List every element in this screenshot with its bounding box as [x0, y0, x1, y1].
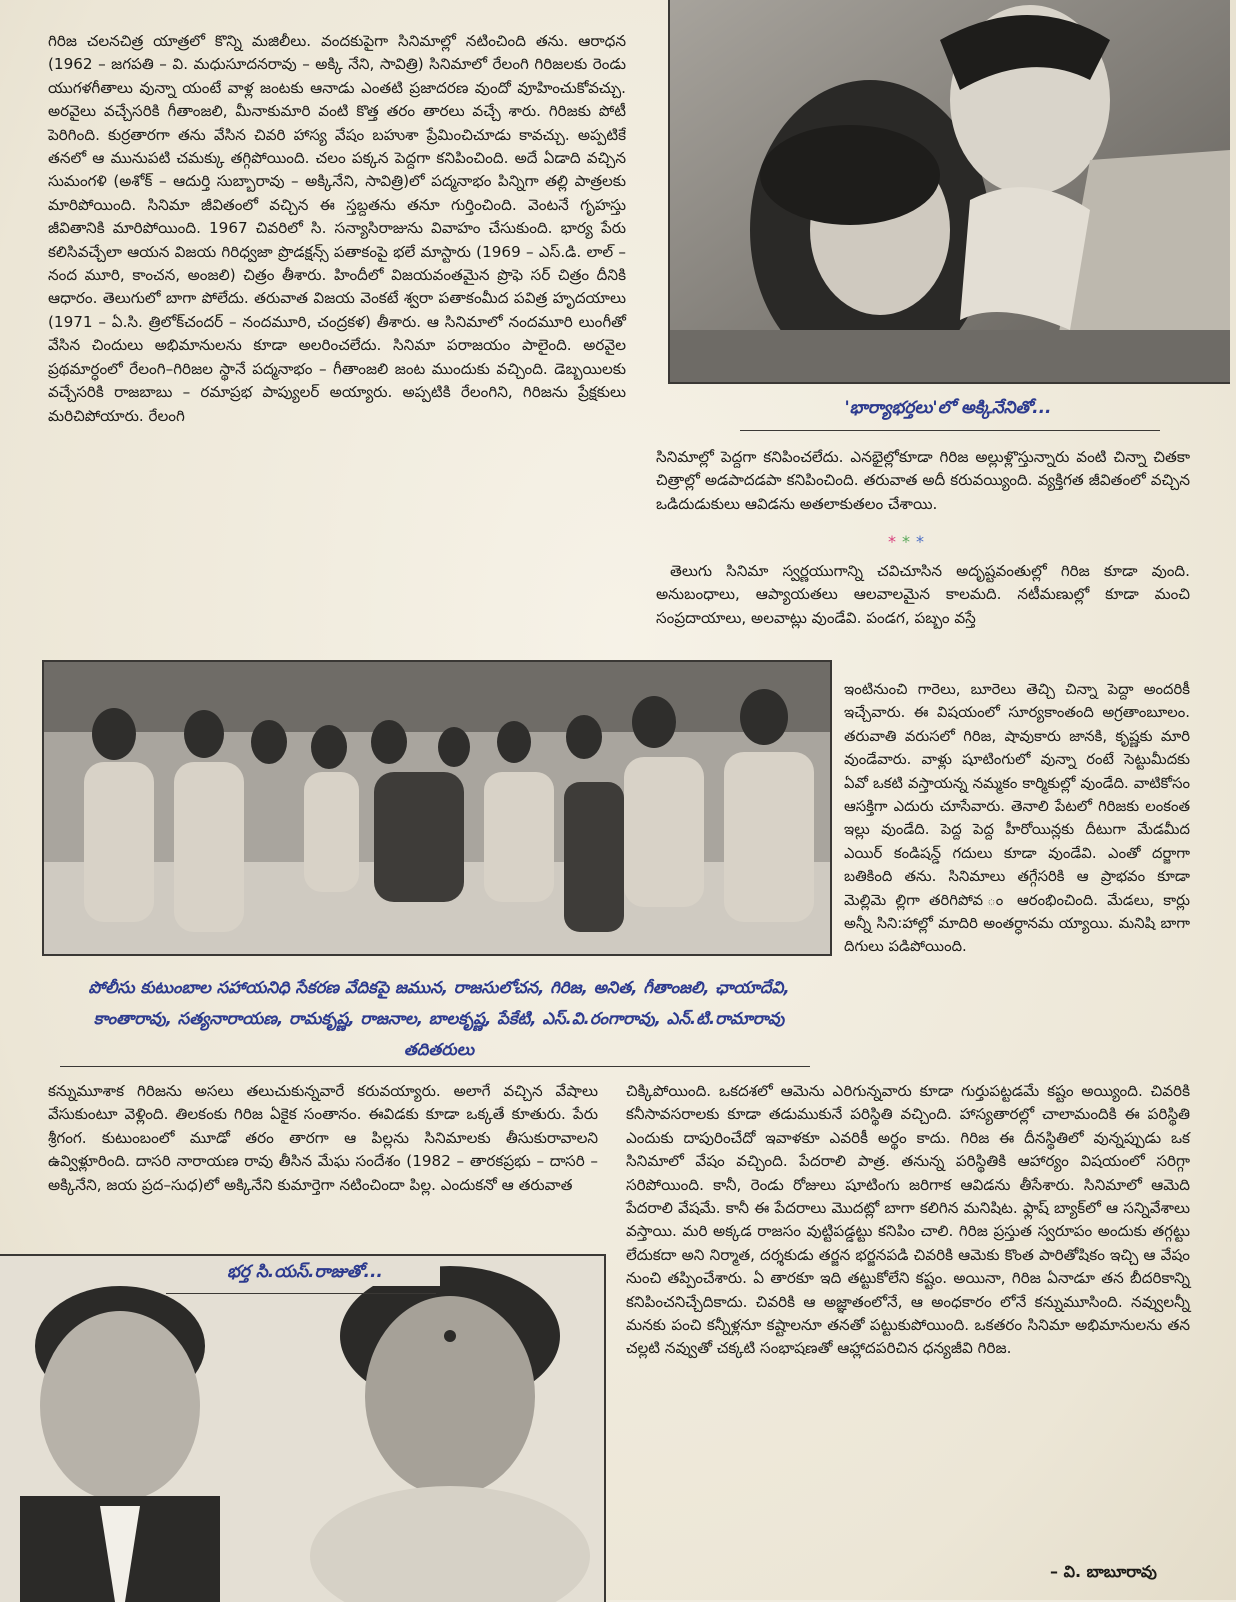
article-paragraph-1: గిరిజ చలనచిత్ర యాత్రలో కొన్ని మజిలీలు. వందకుపైగా సినిమాల్లో నటించింది తను. ఆరాధన (1962 – జగపతి – వి. మధుసూదనరావు – అక్కి నేని, సావిత్రి) సినిమాలో రేలంగి గిరిజలకు రెండు యుగళగీతాలు వున్నా యంటే వాళ్ల జంటకు ఆనాడు ఎంతటి ప్రజాదరణ వుందో వూహించుకోవచ్చు. అరవైలు వచ్చేసరికి గీతాంజలి, మీనాకుమారి వంటి కొత్త తరం తారలు వచ్చే శారు. గిరిజకు పోటీ పెరిగింది. కుర్రతారగా తను వేసిన చివరి హాస్య వేషం బహుశా ప్రేమించిచూడు కావచ్చు. అప్పటికే తనలో ఆ మునుపటి చమక్కు తగ్గిపోయింది. చలం పక్కన పెద్దగా కనిపించింది. అదే ఏడాది వచ్చిన సుమంగళి (అశోక్ – ఆదుర్తి సుబ్బారావు – అక్కినేని, సావిత్రి)లో పద్మనాభం పిన్నిగా తల్లి పాత్రలకు మారిపోయింది. సినిమా జీవితంలో వచ్చిన ఈ స్తబ్దతను తనూ గుర్తించింది. వెంటనే గృహస్తు జీవితానికి మారిపోయింది. 1967 చివరిలో సి. సన్యాసిరాజును వివాహం చేసుకుంది. భార్య పేరు కలిసివచ్చేలా ఆయన విజయ గిరిధ్వజా ప్రొడక్షన్స్ పతాకంపై భలే మాస్టారు (1969 – ఎస్.డి. లాల్ – నంద మూరి, కాంచన, అంజలి) చిత్రం తీశారు. హిందీలో విజయవంతమైన ప్రొఫె సర్ చిత్రం దీనికి ఆధారం. తెలుగులో బాగా పోలేదు. తరువాత విజయ వెంకటే శ్వరా పతాకంమీద పవిత్ర హృదయాలు (1971 – ఏ.సి. త్రిలోక్‌చందర్ – నందమూరి, చంద్రకళ) తీశారు. ఆ సినిమాలో నందమూరి లుంగీతో వేసిన చిందులు అభిమానులను కూడా అలరించలేదు. సినిమా పరాజయం పాలైంది. అరవైల ప్రథమార్ధంలో రేలంగి–గిరిజల స్థానే పద్మనాభం – గీతాంజలి జంట ముందుకు వచ్చింది. డెబ్బయిలకు వచ్చేసరికి రాజబాబు – రమాప్రభ పాప్యులర్ అయ్యారు. అప్పటికి రేలంగిని, గిరిజను ప్రేక్షకులు మరిచిపోయారు. రేలంగి — [48, 32, 626, 425]
film-still-photo — [668, 0, 1230, 384]
film-still-image — [670, 0, 1230, 382]
photo2-caption: పోలీసు కుటుంబాల సహాయనిధి సేకరణ వేదికపై జమున, రాజసులోచన, గిరిజ, అనిత, గీతాంజలి, ఛాయాదేవి, కాంతారావు, సత్యనారాయణ, రామకృష్ణ, రాజనాల, బాలకృష్ణ, పేకేటి, ఎస్.వి.రంగారావు, ఎన్.టి.రామారావు తదితరులు — [88, 978, 790, 1059]
couple-photo — [0, 1254, 606, 1602]
article-paragraph-4: ఇంటినుంచి గారెలు, బూరెలు తెచ్చి చిన్నా పెద్దా అందరికీ ఇచ్చేవారు. ఈ విషయంలో సూర్యకాంతంది అగ్రతాంబూలం. తరువాతి వరుసలో గిరిజ, షావుకారు జానకి, కృష్ణకు మారి వుండేవారు. వాళ్లు షూటింగులో వున్నా రంటే సెట్టుమీదకు ఏవో ఒకటి వస్తాయన్న నమ్మకం కార్మికుల్లో వుండేది. వాటికోసం ఆసక్తిగా ఎదురు చూసేవారు. తెనాలి పేటలో గిరిజకు లంకంత ఇల్లు వుండేది. పెద్ద పెద్ద హీరోయిన్లకు దీటుగా మేడమీద ఎయిర్ కండిషన్డ్ గదులు కూడా వుండేవి. ఎంతో దర్జాగా బతికింది తను. సినిమాలు తగ్గేసరికి ఆ ప్రాభవం కూడా మెల్లిమె ల్లిగా తరిగిపోవ ం ఆరంభించింది. మేడలు, కార్లు అన్నీ సిని:హాల్లో మాదిరి అంతర్ధానమ య్యాయి. మనిషి బాగా దిగులు పడిపోయింది. — [844, 681, 1190, 956]
couple-image — [0, 1256, 604, 1602]
article-paragraph-3: తెలుగు సినిమా స్వర్ణయుగాన్ని చవిచూసిన అదృష్టవంతుల్లో గిరిజ కూడా వుంది. అనుబంధాలు, ఆప్యాయతలు ఆలవాలమైన కాలమది. నటీమణుల్లో కూడా మంచి సంప్రదాయాలు, అలవాట్లు వుండేవి. పండగ, పబ్బం వస్తే — [656, 562, 1190, 627]
article-paragraph-2: సినిమాల్లో పెద్దగా కనిపించలేదు. ఎనభైల్లోకూడా గిరిజ అల్లుళ్లొస్తున్నారు వంటి చిన్నా చితకా చిత్రాల్లో అడపాదడపా కనిపించింది. తరువాత అదీ కరువయ్యింది. వ్యక్తిగత జీవితంలో వచ్చిన ఒడిదుడుకులు ఆవిడను అతలాకుతలం చేశాయి. — [656, 448, 1190, 513]
star-pink: * — [888, 532, 902, 551]
photo1-caption: 'భార్యాభర్తలు'లో అక్కినేనితో... — [844, 398, 1052, 418]
article-paragraph-6: చిక్కిపోయింది. ఒకదశలో ఆమెను ఎరిగున్నవారు కూడా గుర్తుపట్టడమే కష్టం అయ్యింది. చివరికి కనీసావసరాలకు కూడా తడుముకునే పరిస్థితి వచ్చింది. హాస్యతారల్లో చాలామందికి ఈ పరిస్థితి ఎందుకు దాపురించేదో ఇవాళకూ ఎవరికీ అర్థం కాదు. గిరిజ ఈ దీనస్థితిలో వున్నప్పుడు ఒక సినిమాలో వేషం వచ్చింది. పేదరాలి పాత్ర. తనున్న పరిస్థితికి ఆహార్యం విషయంలో సరిగ్గా సరిపోయింది. కానీ, రెండు రోజులు షూటింగు జరిగాక ఆవిడను తీసేశారు. సినిమాలో ఆమెది పేదరాలి వేషమే. కానీ ఈ పేదరాలు మొదట్లో బాగా కలిగిన మనిషిట. ఫ్లాష్ బ్యాక్‌లో ఆ సన్నివేశాలు వస్తాయి. మరి అక్కడ రాజసం వుట్టిపడ్డట్టు కనిపిం చాలి. గిరిజ ప్రస్తుత స్వరూపం అందుకు తగ్గట్టు లేదుకదా అని నిర్మాత, దర్శకుడు తర్జన భర్జనపడి చివరికి ఆమెకు కొంత పారితోషికం ఇచ్చి ఆ వేషం నుంచి తప్పించేశారు. ఏ తారకూ ఇది తట్టుకోలేని కష్టం. అయినా, గిరిజ ఏనాడూ తన బీదరికాన్ని కనిపించనిచ్చేదికాదు. చివరికి ఆ అజ్ఞాతంలోనే, ఆ అంధకారం లోనే కన్నుమూసింది. నవ్వులన్నీ మనకు పంచి కన్నీళ్లనూ కష్టాలనూ తనతో పట్టుకుపోయింది. ఒకతరం సినిమా అభిమానులను తన చల్లటి నవ్వుతో చక్కటి సంభాషణతో ఆహ్లాదపరిచిన ధన్యజీవి గిరిజ. — [626, 1082, 1190, 1358]
star-blue: * — [916, 532, 930, 551]
caption2-rule — [60, 1066, 810, 1067]
section-divider-stars — [888, 532, 930, 551]
author-signature: – వి. బాబూరావు — [1050, 1562, 1157, 1581]
article-paragraph-5: కన్నుమూశాక గిరిజను అసలు తలుచుకున్నవారే కరువయ్యారు. అలాగే వచ్చిన వేషాలు వేసుకుంటూ వెళ్లింది. తిలకంకు గిరిజ ఏకైక సంతానం. ఈవిడకు కూడా ఒక్కతే కూతురు. పేరు శ్రీగంగ. కుటుంబంలో మూడో తరం తారగా ఆ పిల్లను సినిమాలకు తీసుకురావాలని ఉవ్విళ్లూరింది. దాసరి నారాయణ రావు తీసిన మేఘ సందేశం (1982 – తారకప్రభు – దాసరి – అక్కినేని, జయ ప్రద–సుధ)లో అక్కినేని కుమార్తెగా నటించిందా పిల్ల. ఎందుకనో ఆ తరువాత — [48, 1082, 598, 1194]
caption3-rule — [166, 1293, 436, 1294]
star-green: * — [902, 532, 916, 551]
group-event-photo — [42, 660, 832, 956]
caption-rule — [740, 430, 1160, 431]
photo3-caption: భర్త సి.యస్.రాజుతో... — [170, 1262, 440, 1286]
group-event-image — [44, 662, 830, 954]
